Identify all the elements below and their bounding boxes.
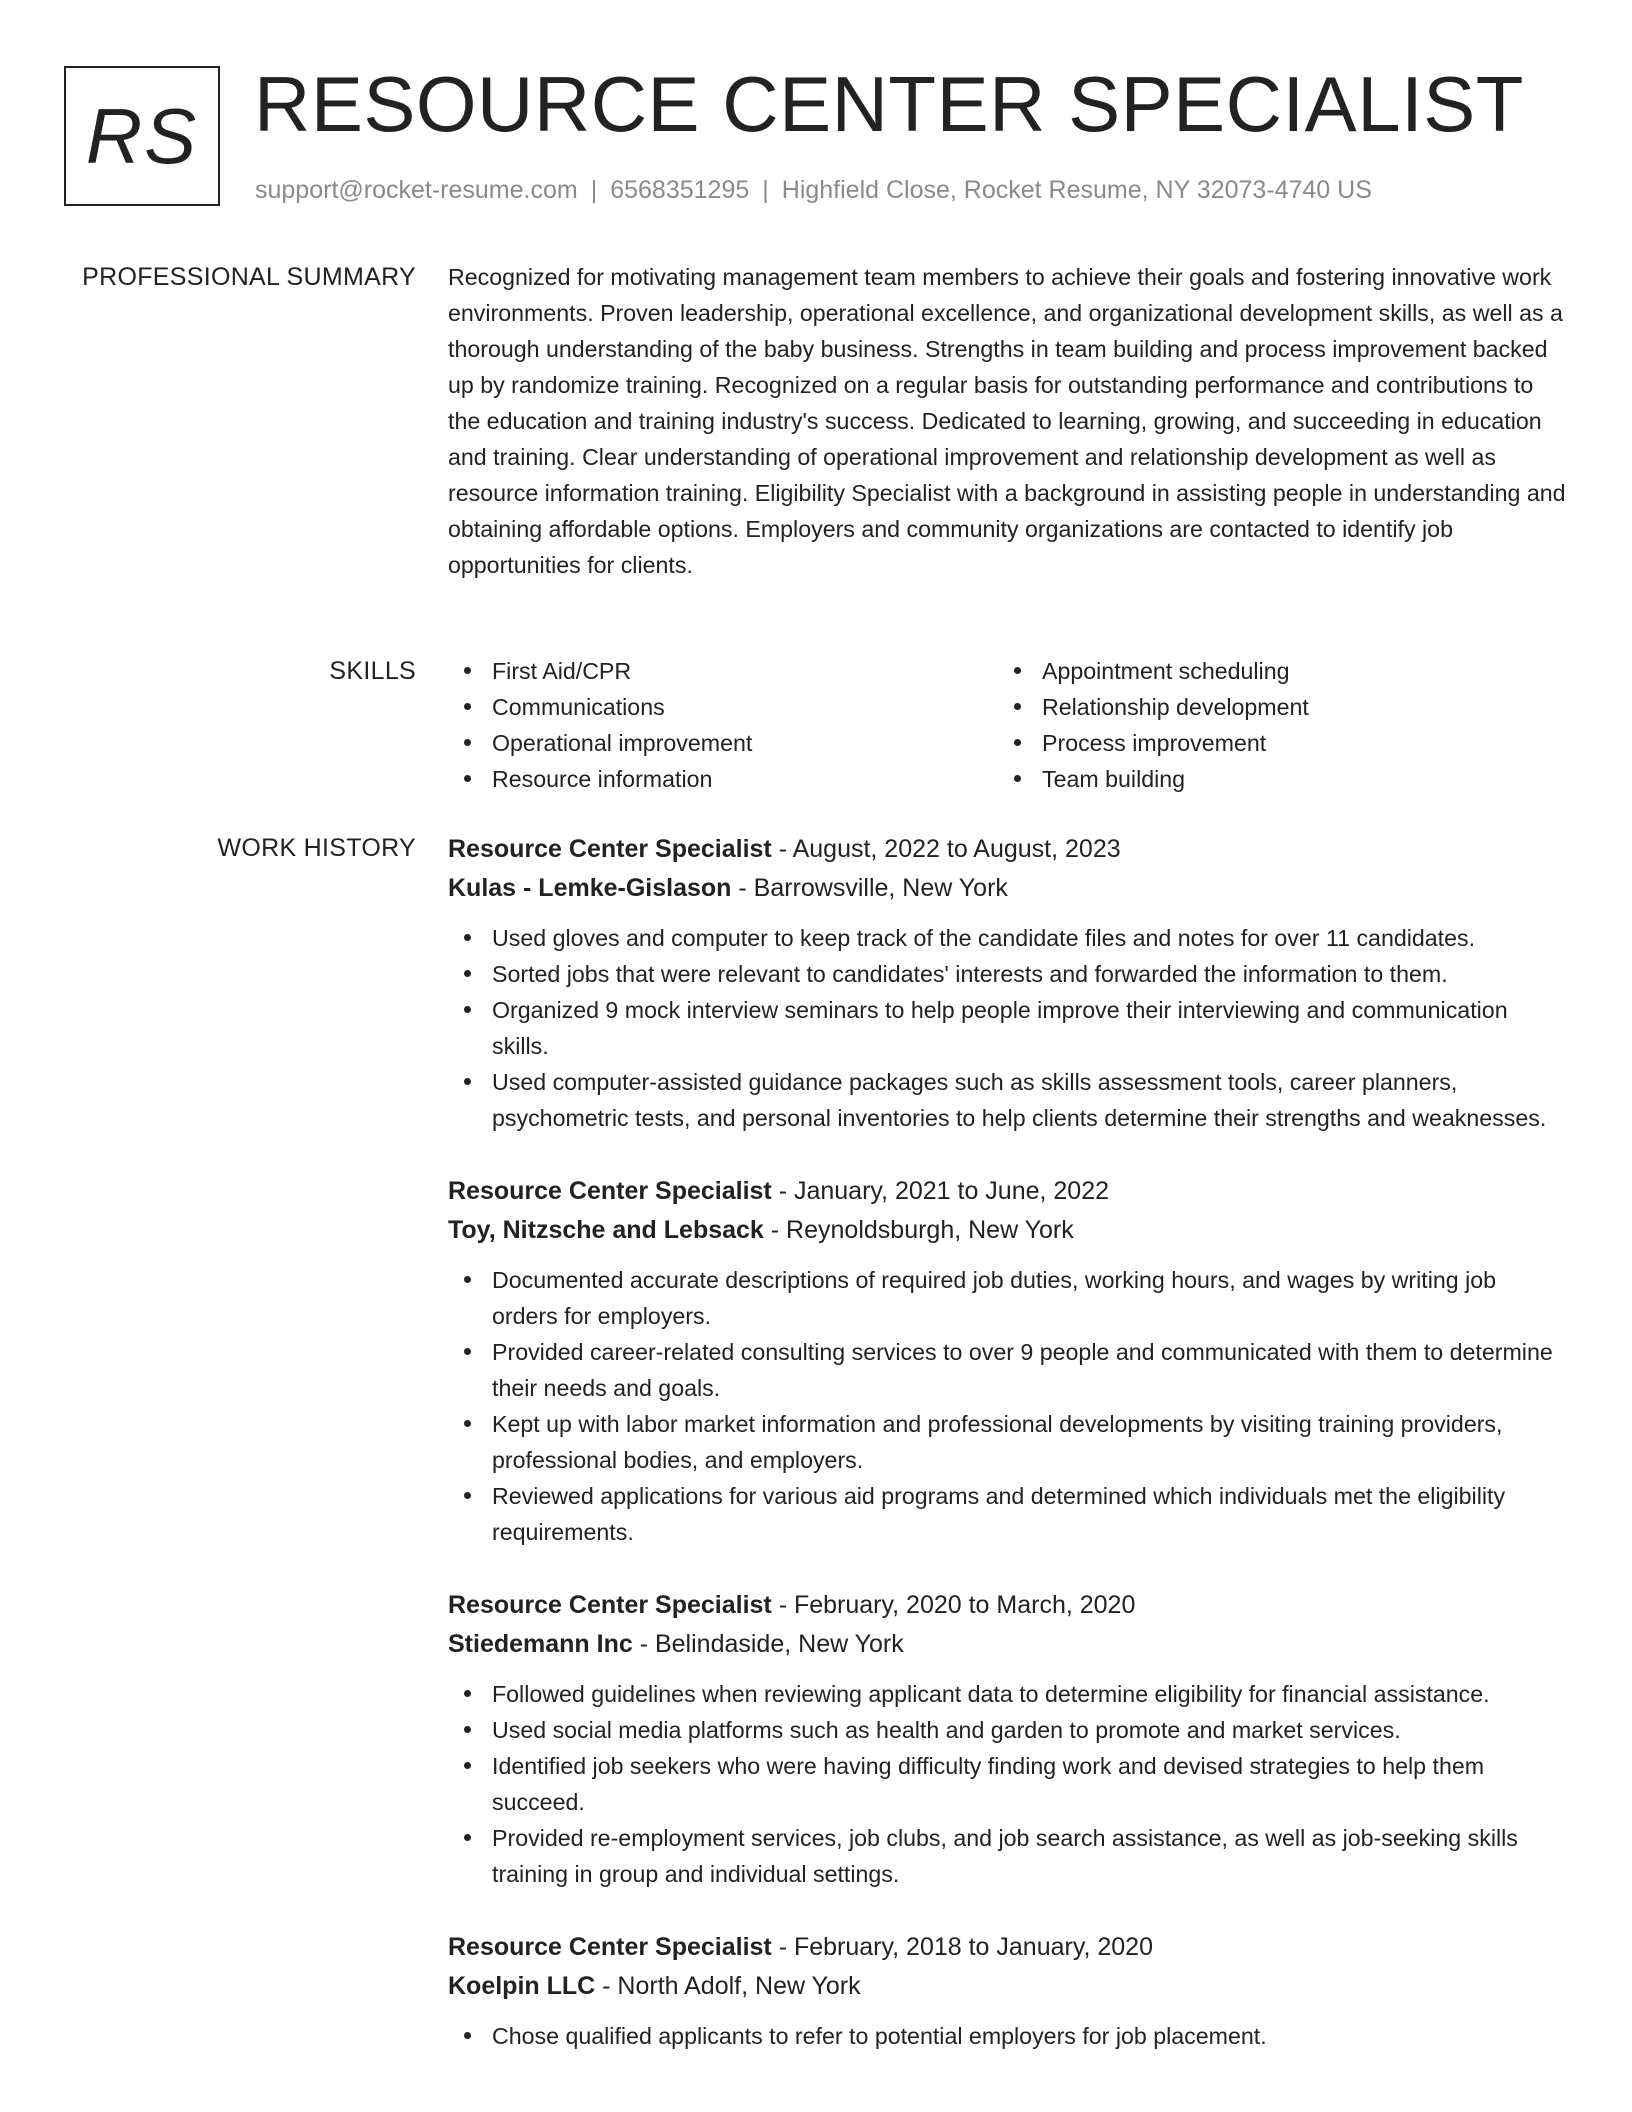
job-bullet: Sorted jobs that were relevant to candidates' interests and forwarded the information to them. <box>448 956 1568 992</box>
job-location: - Reynoldsburgh, New York <box>763 1216 1074 1244</box>
job-bullet: Used gloves and computer to keep track of the candidate files and notes for over 11 candidates. <box>448 920 1568 956</box>
contact-separator: | <box>590 176 598 204</box>
job-title: Resource Center Specialist <box>448 1591 772 1619</box>
skill-item: First Aid/CPR <box>448 653 998 689</box>
contact-separator: | <box>762 176 769 204</box>
job-title-line <box>448 1586 1568 1624</box>
job-dates: - February, 2018 to January, 2020 <box>771 1933 1153 1961</box>
job-company: Kulas - Lemke-Gislason <box>448 874 732 902</box>
job-title-line <box>448 1928 1568 1966</box>
job-dates: - January, 2021 to June, 2022 <box>771 1177 1110 1205</box>
job-company: Toy, Nitzsche and Lebsack <box>448 1216 764 1244</box>
job-bullet: Kept up with labor market information and professional developments by visiting training providers, professional bodies, and employers. <box>448 1406 1568 1478</box>
skills-body <box>448 653 1568 797</box>
job-company-line <box>448 1624 1568 1664</box>
job-bullets <box>448 2018 1568 2054</box>
skill-item: Resource information <box>448 761 998 797</box>
skill-item: Communications <box>448 689 998 725</box>
summary-body <box>448 259 1568 583</box>
job-bullets <box>448 920 1568 1136</box>
work-history-heading: WORK HISTORY <box>217 834 416 862</box>
skills-grid <box>448 653 1568 797</box>
skill-item: Operational improvement <box>448 725 998 761</box>
job-title: Resource Center Specialist <box>448 835 772 863</box>
job-bullet: Followed guidelines when reviewing applicant data to determine eligibility for financial assistance. <box>448 1676 1568 1712</box>
contact-email: support@rocket-resume.com <box>255 176 578 204</box>
summary-heading: PROFESSIONAL SUMMARY <box>82 263 416 291</box>
job-company-line <box>448 1966 1568 2006</box>
job-company-line <box>448 1210 1568 1250</box>
job-entry <box>448 830 1568 1136</box>
skill-item: Appointment scheduling <box>998 653 1548 689</box>
job-dates: - August, 2022 to August, 2023 <box>771 835 1121 863</box>
job-entry <box>448 1586 1568 1892</box>
job-entry <box>448 1172 1568 1550</box>
skill-item: Team building <box>998 761 1548 797</box>
skills-column-left <box>448 653 998 797</box>
contact-address: Highfield Close, Rocket Resume, NY 32073-4740 US <box>781 176 1372 204</box>
job-bullet: Reviewed applications for various aid programs and determined which individuals met the eligibility requirements. <box>448 1478 1568 1550</box>
job-company: Stiedemann Inc <box>448 1630 633 1658</box>
job-dates: - February, 2020 to March, 2020 <box>771 1591 1136 1619</box>
job-bullet: Used social media platforms such as health and garden to promote and market services. <box>448 1712 1568 1748</box>
job-location: - North Adolf, New York <box>595 1972 861 2000</box>
job-title: Resource Center Specialist <box>448 1177 772 1205</box>
skill-item: Relationship development <box>998 689 1548 725</box>
contact-line <box>255 175 1372 205</box>
job-title-line <box>448 1172 1568 1210</box>
job-location: - Belindaside, New York <box>632 1630 904 1658</box>
job-bullet: Provided career-related consulting services to over 9 people and communicated with them to determine their needs and goals. <box>448 1334 1568 1406</box>
job-bullet: Provided re-employment services, job clubs, and job search assistance, as well as job-seeking skills training in group and individual settings. <box>448 1820 1568 1892</box>
job-bullet: Documented accurate descriptions of required job duties, working hours, and wages by writing job orders for employers. <box>448 1262 1568 1334</box>
resume-name: RESOURCE CENTER SPECIALIST <box>254 60 1524 148</box>
job-bullet: Identified job seekers who were having difficulty finding work and devised strategies to help them succeed. <box>448 1748 1568 1820</box>
job-company: Koelpin LLC <box>448 1972 596 2000</box>
job-location: - Barrowsville, New York <box>731 874 1008 902</box>
skills-heading: SKILLS <box>329 657 416 685</box>
monogram-initials: RS <box>85 91 199 180</box>
skills-column-right <box>998 653 1548 797</box>
work-history-body <box>448 830 1568 2090</box>
job-bullet: Used computer-assisted guidance packages such as skills assessment tools, career planners, psychometric tests, and personal inventories to help clients determine their strengths and weaknesses. <box>448 1064 1568 1136</box>
job-entry <box>448 1928 1568 2054</box>
job-company-line <box>448 868 1568 908</box>
job-bullets <box>448 1262 1568 1550</box>
monogram-box <box>64 66 220 206</box>
job-bullet: Organized 9 mock interview seminars to help people improve their interviewing and communication skills. <box>448 992 1568 1064</box>
summary-text: Recognized for motivating management team members to achieve their goals and fostering innovative work environments. Proven leadership, operational excellence, and organizational development skills, as well as a thorough understanding of the baby business. Strengths in team building and process improvement backed up by randomize training. Recognized on a regular basis for outstanding performance and contributions to the education and training industry's success. Dedicated to learning, growing, and succeeding in education and training. Clear understanding of operational improvement and relationship development as well as resource information training. Eligibility Specialist with a background in assisting people in understanding and obtaining affordable options. Employers and community organizations are contacted to identify job opportunities for clients. <box>448 264 1566 578</box>
job-title: Resource Center Specialist <box>448 1933 772 1961</box>
contact-phone: 6568351295 <box>610 176 750 204</box>
job-title-line <box>448 830 1568 868</box>
job-bullets <box>448 1676 1568 1892</box>
job-bullet: Chose qualified applicants to refer to potential employers for job placement. <box>448 2018 1568 2054</box>
skill-item: Process improvement <box>998 725 1548 761</box>
